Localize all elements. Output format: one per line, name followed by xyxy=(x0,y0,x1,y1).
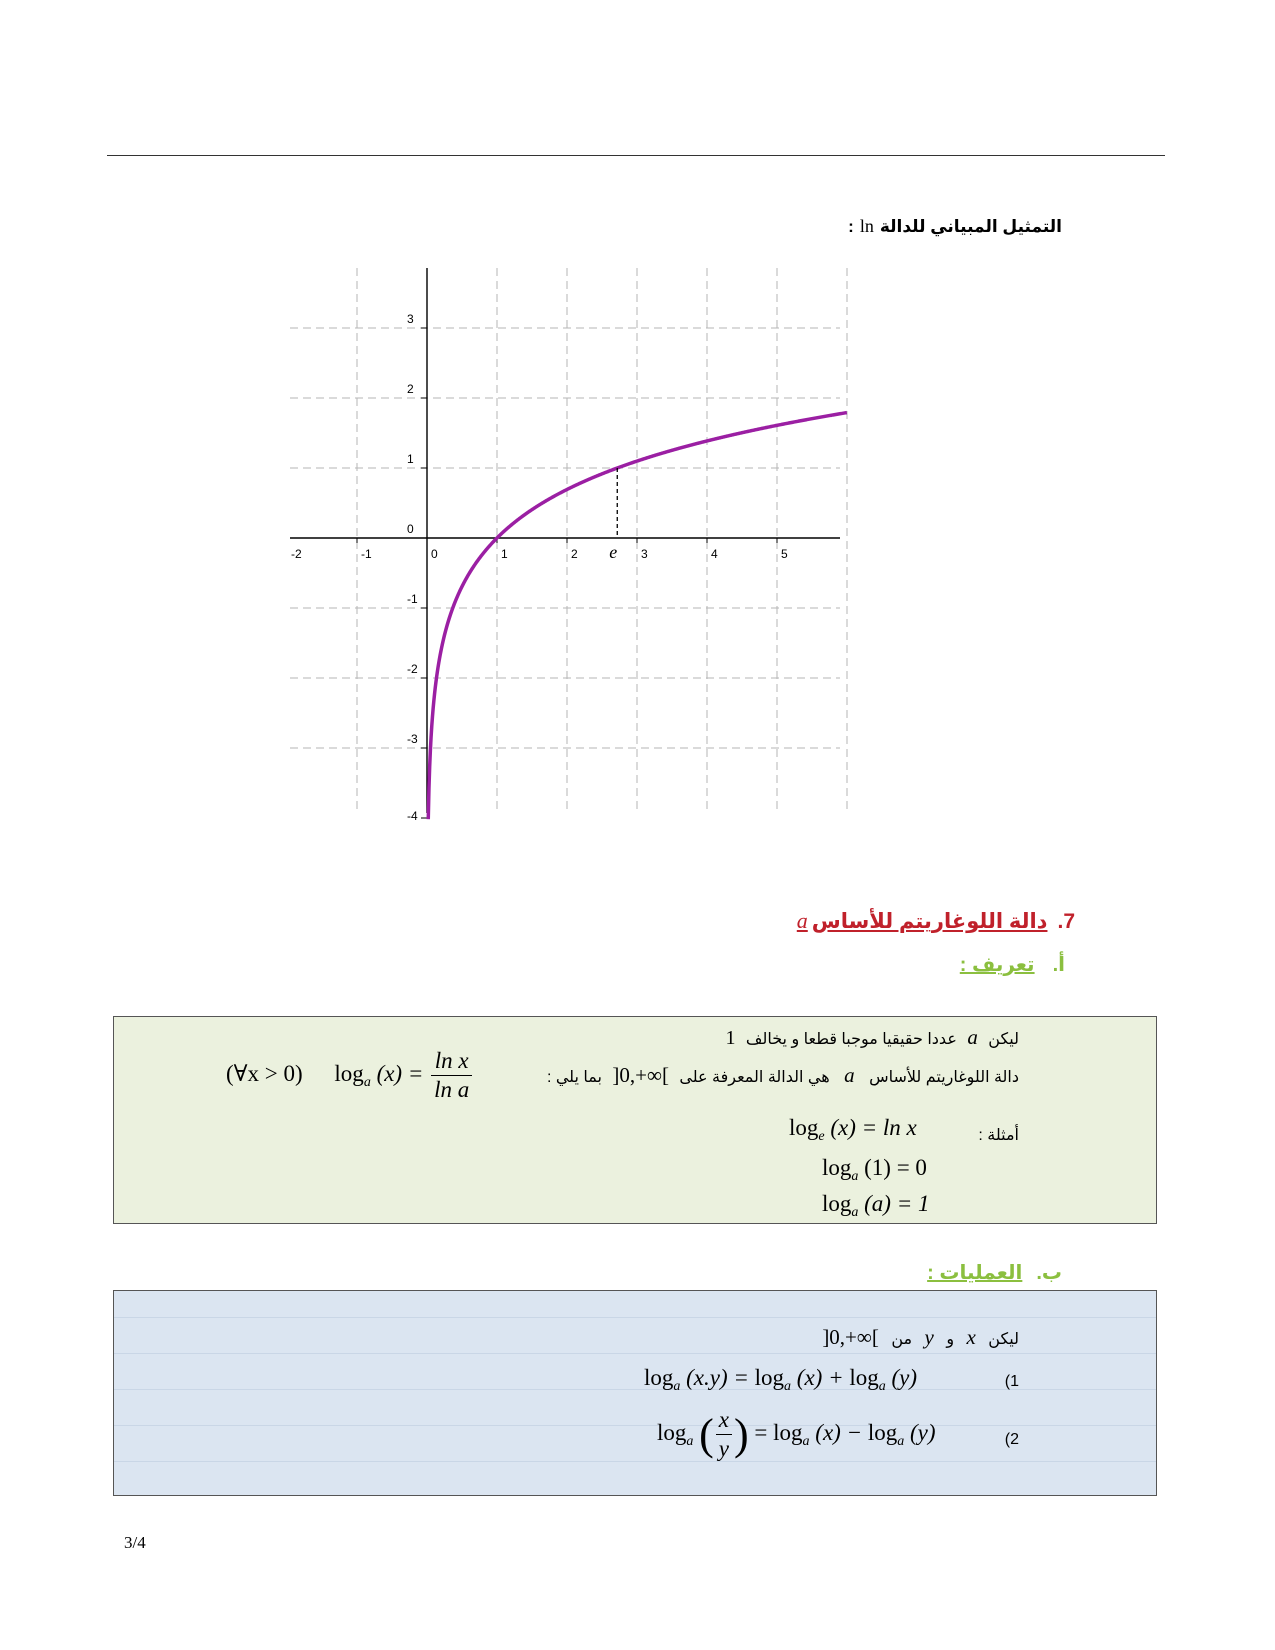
definition-box xyxy=(113,1016,1157,1224)
def-line1-prefix: ليكن xyxy=(988,1031,1019,1048)
p1-r1-log: log xyxy=(754,1365,785,1390)
property-1-number: (1 xyxy=(1004,1373,1019,1390)
p1-lhs-log: log xyxy=(644,1365,674,1390)
ops-intro-from: من xyxy=(891,1331,913,1348)
p2-r1-base: a xyxy=(802,1433,810,1449)
x-tick-label: 5 xyxy=(781,547,788,561)
subsection-a-title: تعريف : xyxy=(959,954,1035,976)
p2-r1-log: log xyxy=(773,1419,803,1445)
x-tick-label: 3 xyxy=(641,547,648,561)
formula-arg: (x) = xyxy=(376,1060,424,1086)
definition-formula xyxy=(226,1047,474,1104)
ops-intro-and: و xyxy=(946,1331,955,1348)
page-number: 3/4 xyxy=(124,1533,146,1552)
property-1-formula xyxy=(644,1365,917,1395)
example3-log: log xyxy=(822,1191,852,1216)
example1-base: e xyxy=(818,1129,825,1144)
p2-open-paren: ( xyxy=(699,1410,714,1459)
x-tick-label: 0 xyxy=(431,547,438,561)
p2-fraction xyxy=(716,1406,732,1463)
p2-r2-arg: (y) xyxy=(910,1419,936,1445)
ops-intro-x: x xyxy=(966,1325,976,1349)
section-7-title: دالة اللوغاريتم للأساس xyxy=(811,910,1048,933)
example3-rest: (a) = 1 xyxy=(864,1191,930,1216)
section-7-heading xyxy=(797,908,1075,934)
p2-equals: = xyxy=(754,1419,768,1445)
example2-log: log xyxy=(822,1155,852,1180)
x-tick-label: 2 xyxy=(571,547,578,561)
example-2 xyxy=(822,1155,927,1185)
definition-line-1 xyxy=(725,1025,1019,1050)
p2-lhs-base: a xyxy=(686,1433,694,1449)
x-tick-label: -2 xyxy=(291,547,302,561)
axes xyxy=(290,268,840,813)
graph-function-name: ln xyxy=(859,216,874,236)
p2-r2-log: log xyxy=(867,1419,898,1445)
grid xyxy=(290,268,847,813)
y-tick-label: 3 xyxy=(407,312,414,326)
box-line xyxy=(114,1461,1156,1462)
p1-r1-arg: (x) + xyxy=(796,1365,844,1390)
x-tick-label: 1 xyxy=(501,547,508,561)
y-tick-label: -3 xyxy=(407,732,418,746)
p1-lhs-base: a xyxy=(673,1379,681,1394)
example-3 xyxy=(822,1191,929,1221)
p1-r2-log: log xyxy=(849,1365,879,1390)
graph-caption-colon: : xyxy=(848,217,854,236)
p1-r1-base: a xyxy=(784,1379,792,1394)
section-7-variable: a xyxy=(796,908,808,933)
graph-caption-text: التمثيل المبياني للدالة xyxy=(879,217,1062,236)
p2-close-paren: ) xyxy=(734,1410,749,1459)
box-line xyxy=(114,1425,1156,1426)
y-tick-label: -2 xyxy=(407,662,418,676)
operations-box xyxy=(113,1290,1157,1496)
example2-rest: (1) = 0 xyxy=(864,1155,927,1180)
subsection-b-heading xyxy=(927,1260,1062,1285)
def-line2-part1: دالة اللوغاريتم للأساس xyxy=(869,1069,1019,1086)
def-line1-text: عددا حقيقيا موجبا قطعا و يخالف xyxy=(745,1031,957,1048)
example2-base: a xyxy=(851,1169,859,1184)
examples-label: أمثلة : xyxy=(978,1127,1019,1144)
formula-base: a xyxy=(363,1074,371,1090)
subsection-a-heading xyxy=(960,952,1065,977)
property-2-formula xyxy=(657,1406,936,1463)
section-7-number: 7. xyxy=(1057,910,1075,933)
def-line2-interval: ]0,+∞[ xyxy=(612,1063,669,1087)
x-tick-label: -1 xyxy=(361,547,372,561)
p2-r1-arg: (x) − xyxy=(815,1419,863,1445)
ln-graph xyxy=(290,268,850,838)
p2-r2-base: a xyxy=(897,1433,905,1449)
y-tick-label: 2 xyxy=(407,382,414,396)
p2-denominator: y xyxy=(718,1436,730,1461)
graph-caption xyxy=(848,216,1062,237)
example1-log: log xyxy=(789,1115,819,1140)
y-tick-label: 0 xyxy=(407,522,414,536)
y-tick-label: -1 xyxy=(407,592,418,606)
formula-numerator: ln x xyxy=(431,1047,472,1076)
y-tick-label: -4 xyxy=(407,809,418,823)
formula-denominator: ln a xyxy=(434,1077,470,1102)
formula-fraction xyxy=(431,1047,472,1104)
formula-log: log xyxy=(334,1060,364,1086)
p1-r2-base: a xyxy=(878,1379,886,1394)
ops-intro-interval: ]0,+∞[ xyxy=(822,1325,879,1349)
def-line1-var: a xyxy=(967,1025,978,1049)
subsection-a-label: أ. xyxy=(1052,954,1065,976)
def-line1-value: 1 xyxy=(725,1027,736,1049)
operations-intro xyxy=(822,1325,1019,1350)
subsection-b-label: ب. xyxy=(1036,1262,1062,1284)
box-line xyxy=(114,1389,1156,1390)
p2-numerator: x xyxy=(716,1406,732,1435)
example3-base: a xyxy=(851,1205,859,1220)
p1-lhs-arg: (x.y) = xyxy=(686,1365,749,1390)
def-line2-part3: بما يلي : xyxy=(546,1069,602,1086)
ops-intro-prefix: ليكن xyxy=(988,1331,1019,1348)
x-tick-label: 4 xyxy=(711,547,718,561)
def-line2-var: a xyxy=(844,1063,855,1087)
property-2-number: (2 xyxy=(1004,1431,1019,1448)
definition-line-2 xyxy=(547,1063,1019,1088)
subsection-b-title: العمليات : xyxy=(927,1262,1023,1284)
e-label: e xyxy=(609,542,618,562)
y-tick-label: 1 xyxy=(407,452,414,466)
ln-curve xyxy=(428,413,847,820)
example1-rest: (x) = ln x xyxy=(830,1115,917,1140)
def-line2-part2: هي الدالة المعرفة على xyxy=(679,1069,830,1086)
p2-lhs-log: log xyxy=(657,1419,687,1445)
formula-condition: (∀x > 0) xyxy=(226,1060,303,1086)
box-line xyxy=(114,1317,1156,1318)
tick-labels xyxy=(290,312,788,823)
ops-intro-y: y xyxy=(924,1325,934,1349)
p1-r2-arg: (y) xyxy=(891,1365,918,1390)
box-line xyxy=(114,1353,1156,1354)
example-1 xyxy=(789,1115,917,1145)
header-rule xyxy=(107,155,1165,156)
